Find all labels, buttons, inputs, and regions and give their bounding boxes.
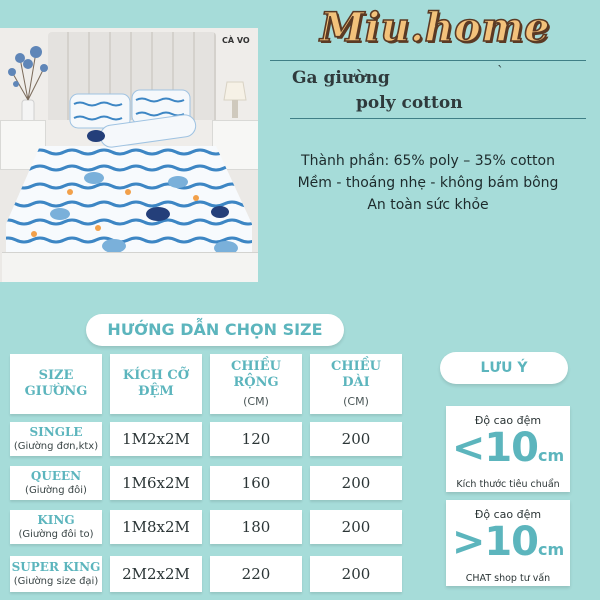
note-box-standard [446,406,570,492]
note-height-value [446,521,570,571]
table-cell-length [310,466,402,500]
size-guide-title: HƯỚNG DẪN CHỌN SIZE [86,314,344,346]
header-size-line1: SIZE [38,368,74,383]
table-cell-mattress [110,422,202,456]
product-photo [0,28,258,282]
table-cell-length [310,556,402,592]
note-unit: cm [538,540,565,559]
note-footer: CHAT shop tư vấn [465,573,551,584]
note-caption: Độ cao đệm [474,508,542,521]
header-mattress-line2: ĐỆM [138,384,174,399]
header-length-line1: CHIỀU [331,358,381,374]
header-width-line2: RỘNG [233,374,279,390]
note-height-value [446,427,570,477]
table-cell-length [310,422,402,456]
length-value: 200 [341,565,371,583]
note-unit: cm [538,446,565,465]
header-width-line1: CHIỀU [231,358,281,374]
table-cell-width [210,466,302,500]
header-cell-length [310,354,402,414]
table-row-size [10,510,102,544]
mattress-size: 1M8x2M [122,518,190,536]
note-title: LƯU Ý [440,352,568,384]
size-description: (Giường đôi to) [18,528,94,540]
length-value: 200 [341,518,371,536]
table-cell-width [210,422,302,456]
header-size-line2: GIƯỜNG [24,384,88,399]
product-title-line2: poly cotton [356,93,463,113]
header-width-unit: (CM) [243,394,269,408]
header-cell-mattress [110,354,202,414]
size-name: SUPER KING [11,559,101,574]
note-footer: Kích thước tiêu chuẩn [456,479,560,490]
product-title-line1: Ga giường [292,68,390,88]
note-caption: Độ cao đệm [474,414,542,427]
size-description: (Giường size đại) [13,575,99,587]
width-value: 160 [241,474,271,492]
header-cell-width [210,354,302,414]
table-cell-mattress [110,556,202,592]
header-cell-size [10,354,102,414]
size-name: KING [37,512,75,527]
mattress-size: 2M2x2M [122,565,190,583]
product-description [256,150,600,216]
photo-brand-tag: CÀ VO [222,36,250,45]
photo-bed-base [2,252,258,282]
length-value: 200 [341,430,371,448]
table-cell-mattress [110,510,202,544]
table-row-size [10,422,102,456]
brand-logo: Miu.home [320,4,551,51]
description-line: An toàn sức khỏe [367,197,489,213]
width-value: 180 [241,518,271,536]
note-value: <10 [451,425,539,471]
table-cell-width [210,510,302,544]
header-length-line2: DÀI [342,374,370,390]
description-line: Thành phần: 65% poly – 35% cotton [301,153,555,169]
description-line: Mềm - thoáng nhẹ - không bám bông [297,175,559,191]
width-value: 120 [241,430,271,448]
mattress-size: 1M6x2M [122,474,190,492]
table-row-size [10,556,102,592]
table-cell-width [210,556,302,592]
size-name: SINGLE [29,424,83,439]
divider-bottom [290,118,586,119]
bed-sheet-illustration [0,28,258,282]
table-cell-mattress [110,466,202,500]
table-row-size [10,466,102,500]
mattress-size: 1M2x2M [122,430,190,448]
note-box-consult [446,500,570,586]
header-length-unit: (CM) [343,394,369,408]
size-description: (Giường đơn,ktx) [13,440,99,452]
width-value: 220 [241,565,271,583]
header-mattress-line1: KÍCH CỠ [122,368,190,383]
table-cell-length [310,510,402,544]
divider-top [270,60,586,61]
note-value: >10 [451,519,539,565]
size-name: QUEEN [30,468,82,483]
length-value: 200 [341,474,371,492]
size-description: (Giường đôi) [25,484,87,496]
heading-mark: ` [497,64,504,80]
